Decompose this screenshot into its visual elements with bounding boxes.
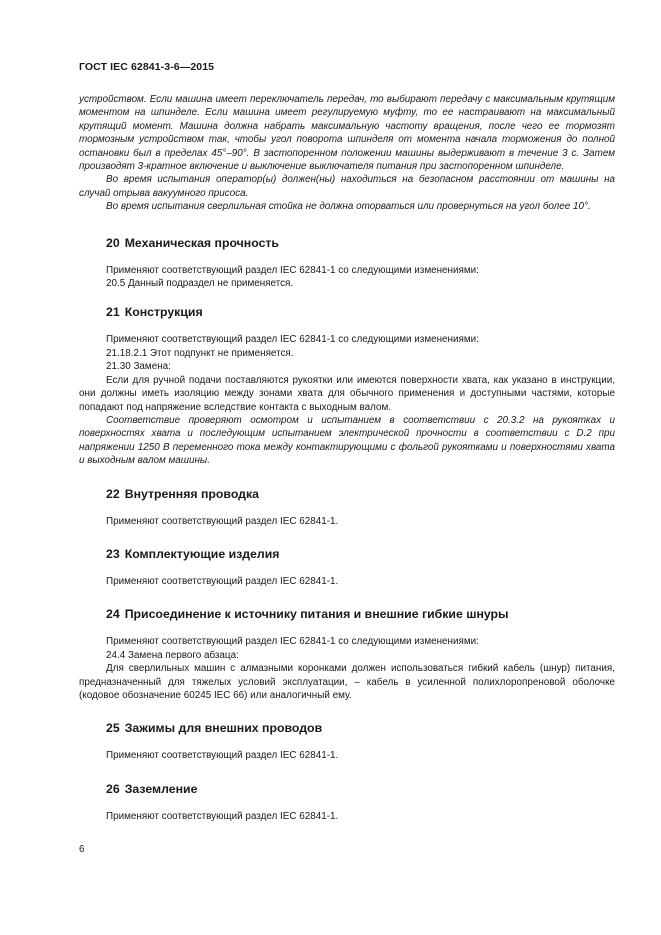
section-line: 24.4 Замена первого абзаца: (106, 649, 239, 661)
section-title: Внутренняя проводка (124, 486, 259, 501)
section-line: Применяют соответствующий раздел IEC 62841-1 со следующими изменениями: (106, 636, 479, 648)
section-heading (106, 547, 615, 562)
section-line: Применяют соответствующий раздел IEC 62841-1. (106, 575, 339, 587)
section-number: 23 (106, 546, 120, 561)
section-number: 26 (106, 781, 120, 796)
section-title: Механическая прочность (124, 235, 279, 250)
section-line: Применяют соответствующий раздел IEC 62841-1. (106, 810, 339, 822)
section-number: 22 (106, 486, 120, 501)
section-title: Зажимы для внешних проводов (124, 721, 323, 736)
section-26 (79, 782, 615, 823)
section-body: Для сверлильных машин с алмазными коронками должен использоваться гибкий кабель (шнур) питания, предназначенный для тяжелых условий эксплуатации, – кабель в усиленной полихлоропреновой оболочке (кодовое обозначение 60245 IEC 66) или аналогичный ему. (79, 663, 615, 701)
intro-paragraph: Во время испытания сверлильная стойка не должна оторваться или провернуться на угол более 10°. (106, 201, 591, 213)
section-heading (106, 721, 615, 736)
section-title: Конструкция (124, 305, 203, 320)
section-line: Применяют соответствующий раздел IEC 62841-1 со следующими изменениями: (106, 264, 479, 276)
section-line: Применяют соответствующий раздел IEC 62841-1 со следующими изменениями: (106, 334, 479, 346)
section-title: Присоединение к источнику питания и внешние гибкие шнуры (124, 607, 509, 622)
section-heading (106, 305, 615, 320)
section-25 (79, 721, 615, 762)
page-content (79, 93, 615, 823)
section-heading (106, 782, 615, 797)
section-title: Заземление (124, 781, 198, 796)
section-24 (79, 607, 615, 702)
section-line: 21.30 Замена: (106, 361, 171, 373)
section-line: 20.5 Данный подраздел не применяется. (106, 278, 294, 290)
section-number: 20 (106, 235, 120, 250)
section-heading (106, 607, 615, 622)
section-heading (106, 236, 615, 251)
section-number: 25 (106, 721, 120, 736)
standard-code-header: ГОСТ IEC 62841-3-6—2015 (79, 61, 215, 73)
section-body: Если для ручной подачи поставляются рукоятки или имеются поверхности хвата, как указано в инструкции, они должны иметь изоляцию между зонами хвата для обычного применения и доступными частями, которые попадают под напряжение вследствие контакта с выходным валом. (79, 374, 615, 413)
section-line: Применяют соответствующий раздел IEC 62841-1. (106, 515, 339, 527)
section-line: 21.18.2.1 Этот подпункт не применяется. (106, 347, 294, 359)
section-title: Комплектующие изделия (124, 546, 280, 561)
compliance-paragraph: Соответствие проверяют осмотром и испытанием в соответствии с 20.3.2 на рукоятках и поверхностях хвата и последующим испытанием электрической прочности в соответствии с D.2 при напряжении 1250 В переменного тока между контактирующими с фольгой рукоятками и поверхностями хвата и выходным валом машины. (79, 414, 615, 467)
section-number: 24 (106, 607, 120, 622)
section-line: Применяют соответствующий раздел IEC 62841-1. (106, 750, 339, 762)
section-21 (79, 305, 615, 467)
intro-paragraph: Во время испытания оператор(ы) должен(ны) находиться на безопасном расстоянии от машины на случай отрыва вакуумного присоса. (79, 174, 615, 199)
section-heading (106, 487, 615, 502)
page-number: 6 (79, 844, 85, 855)
intro-paragraph: устройством. Если машина имеет переключатель передач, то выбирают передачу с максимальным крутящим моментом на шпинделе. Если машина имеет регулируемую муфту, то ее настраивают на максимальный крутящий момент. Машина должна набрать максимальную частоту вращения, после чего ее тормозят тормозным устройством так, чтобы угол поворота шпинделя от момента начала торможения до полной остановки был в пределах 45°–90°. В застопоренном положении машины выдерживают в течение 3 с. Затем производят 3-кратное включение и выключение выключателя питания при застопоренном шпинделе. (79, 94, 615, 173)
section-23 (79, 547, 615, 588)
section-20 (79, 236, 615, 291)
section-number: 21 (106, 305, 120, 320)
section-22 (79, 487, 615, 528)
